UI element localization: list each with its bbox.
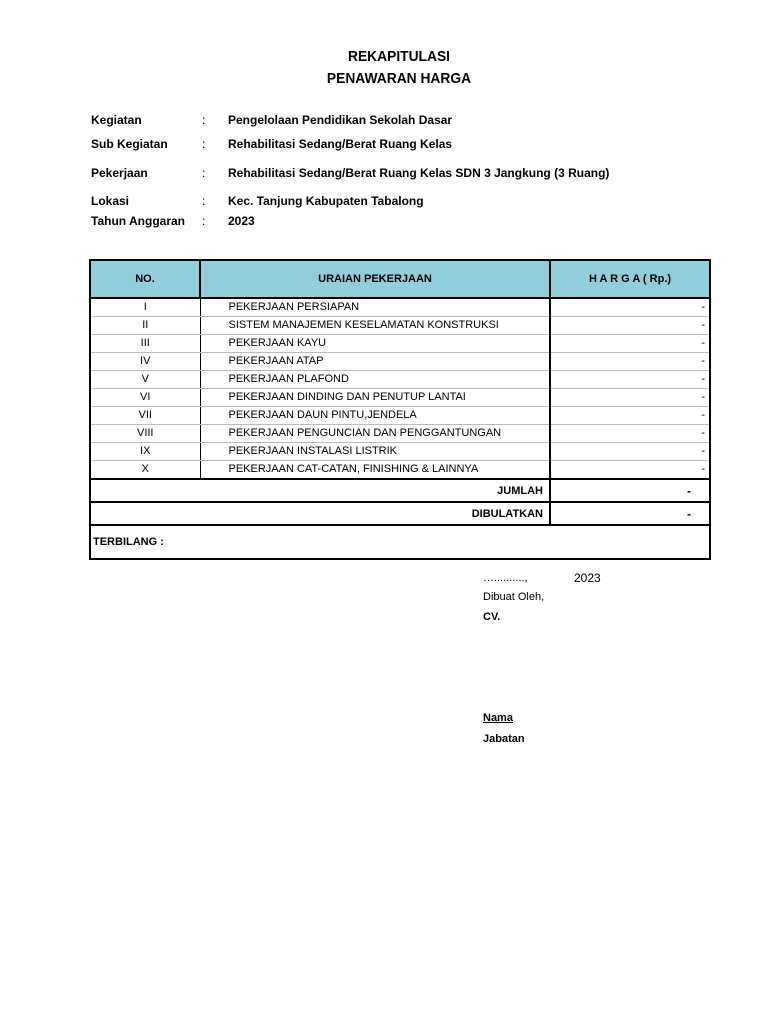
row-no: IX — [90, 443, 200, 461]
signature-name: Nama — [483, 712, 513, 724]
header-no: NO. — [90, 260, 200, 298]
row-uraian: PEKERJAAN CAT-CATAN, FINISHING & LAINNYA — [200, 461, 550, 480]
row-uraian: PEKERJAAN DAUN PINTU,JENDELA — [200, 407, 550, 425]
row-no: V — [90, 371, 200, 389]
row-no: VIII — [90, 425, 200, 443]
table-row — [90, 317, 710, 335]
info-value: Pengelolaan Pendidikan Sekolah Dasar — [228, 113, 453, 127]
document-subtitle: PENAWARAN HARGA — [326, 70, 472, 87]
row-harga: - — [550, 353, 710, 371]
jumlah-row — [90, 479, 710, 502]
info-label: Kegiatan — [91, 113, 142, 127]
table-row — [90, 425, 710, 443]
row-uraian: PEKERJAAN INSTALASI LISTRIK — [200, 443, 550, 461]
info-value: Rehabilitasi Sedang/Berat Ruang Kelas — [228, 137, 453, 151]
dibulatkan-row — [90, 502, 710, 525]
row-uraian: SISTEM MANAJEMEN KESELAMATAN KONSTRUKSI — [200, 317, 550, 335]
document-title: REKAPITULASI — [348, 48, 450, 65]
row-uraian: PEKERJAAN PLAFOND — [200, 371, 550, 389]
info-colon: : — [202, 194, 206, 208]
info-value: Rehabilitasi Sedang/Berat Ruang Kelas SDN 3 Jangkung (3 Ruang) — [228, 166, 610, 180]
row-harga: - — [550, 371, 710, 389]
dibulatkan-label: DIBULATKAN — [90, 502, 550, 525]
row-uraian: PEKERJAAN PENGUNCIAN DAN PENGGANTUNGAN — [200, 425, 550, 443]
table-row — [90, 335, 710, 353]
table-row — [90, 461, 710, 480]
row-no: X — [90, 461, 200, 480]
info-label: Sub Kegiatan — [91, 137, 168, 151]
row-harga: - — [550, 425, 710, 443]
info-value: Kec. Tanjung Kabupaten Tabalong — [228, 194, 424, 208]
table-row — [90, 407, 710, 425]
signature-position: Jabatan — [483, 733, 525, 745]
row-no: VII — [90, 407, 200, 425]
table-row — [90, 371, 710, 389]
table-row — [90, 353, 710, 371]
row-harga: - — [550, 317, 710, 335]
header-uraian: URAIAN PEKERJAAN — [200, 260, 550, 298]
table-row — [90, 298, 710, 317]
signature-made-by: Dibuat Oleh, — [483, 591, 545, 603]
row-uraian: PEKERJAAN KAYU — [200, 335, 550, 353]
row-no: III — [90, 335, 200, 353]
info-label: Lokasi — [91, 194, 130, 208]
row-no: II — [90, 317, 200, 335]
info-colon: : — [202, 166, 206, 180]
signature-year: 2023 — [574, 571, 601, 585]
signature-place-date: ….........., — [483, 572, 528, 584]
jumlah-label: JUMLAH — [90, 479, 550, 502]
terbilang-row — [90, 525, 710, 559]
row-harga: - — [550, 298, 710, 317]
row-harga: - — [550, 389, 710, 407]
row-no: IV — [90, 353, 200, 371]
row-uraian: PEKERJAAN PERSIAPAN — [200, 298, 550, 317]
info-colon: : — [202, 214, 206, 228]
row-uraian: PEKERJAAN ATAP — [200, 353, 550, 371]
row-no: I — [90, 298, 200, 317]
row-uraian: PEKERJAAN DINDING DAN PENUTUP LANTAI — [200, 389, 550, 407]
row-harga: - — [550, 461, 710, 480]
recap-table — [89, 259, 711, 560]
info-colon: : — [202, 137, 206, 151]
table-header-row — [90, 260, 710, 298]
table-row — [90, 389, 710, 407]
table-row — [90, 443, 710, 461]
row-harga: - — [550, 407, 710, 425]
info-value: 2023 — [228, 214, 255, 228]
row-harga: - — [550, 335, 710, 353]
signature-company: CV. — [483, 611, 501, 623]
header-harga: H A R G A ( Rp.) — [550, 260, 710, 298]
info-label: Tahun Anggaran — [91, 214, 185, 228]
jumlah-value: - — [550, 479, 710, 502]
info-colon: : — [202, 113, 206, 127]
dibulatkan-value: - — [550, 502, 710, 525]
info-label: Pekerjaan — [91, 166, 148, 180]
row-no: VI — [90, 389, 200, 407]
row-harga: - — [550, 443, 710, 461]
terbilang-label: TERBILANG : — [90, 525, 710, 559]
